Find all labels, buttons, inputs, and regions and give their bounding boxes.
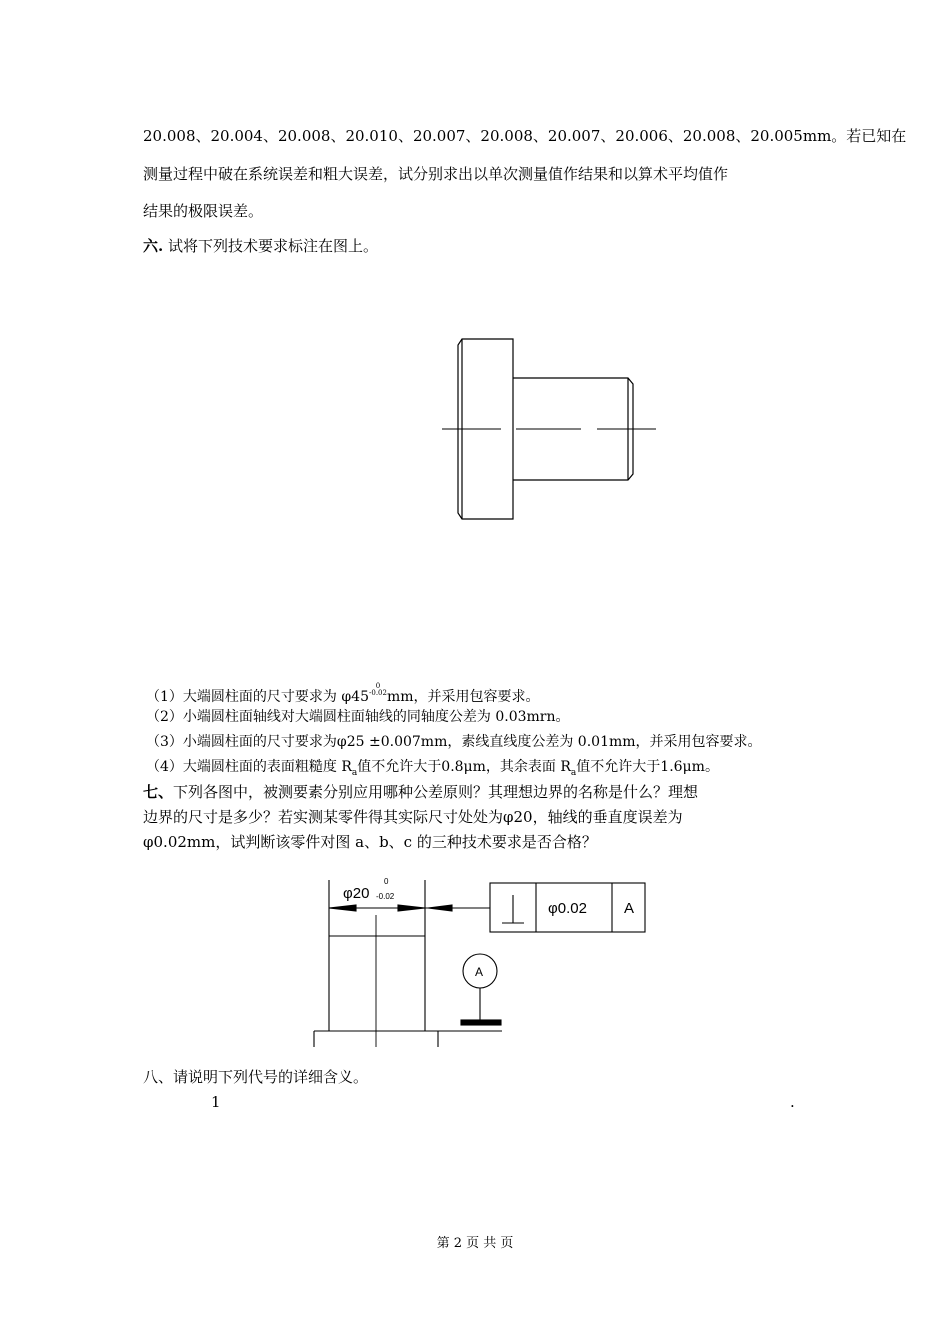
requirement-2: （2）小端圆柱面轴线对大端圆柱面轴线的同轴度公差为 0.03mrn。: [146, 709, 570, 725]
dimension-tol-lower: -0.02: [376, 892, 395, 901]
datum-letter: A: [475, 965, 484, 979]
leader-arrow: [428, 905, 452, 911]
req4-value-1: 0.8μm: [441, 759, 486, 775]
paragraph-line-2: 测量过程中破在系统误差和粗大误差，试分别求出以单次测量值作结果和以算术平均值作: [143, 165, 729, 183]
req4-text-e: 。: [704, 759, 719, 775]
fcf-tolerance-value: φ0.02: [548, 900, 587, 917]
req3-dimension: φ25 ±0.007mm: [336, 734, 448, 750]
dim-arrow-right: [398, 905, 425, 911]
req4-text-a: （4）大端圆柱面的表面粗糙度 R: [146, 759, 352, 775]
datum-base: [461, 1020, 501, 1025]
req4-text-b: 值不允许大于: [357, 759, 442, 775]
section-7-label: 七、: [143, 783, 174, 801]
req1-tol-upper: 0: [375, 682, 381, 690]
section-7-text-3b: ，试判断该零件对图 a、b、c 的三种技术要求是否合格？: [215, 833, 597, 851]
req1-tol-lower: -0.02: [369, 689, 387, 697]
req1-dimension: φ45: [341, 689, 369, 705]
dim-arrow-left: [329, 905, 356, 911]
section-6-title: 试将下列技术要求标注在图上。: [168, 237, 379, 255]
section-7-dim: φ20: [503, 808, 533, 826]
section-8-title: 八、请说明下列代号的详细含义。: [143, 1068, 369, 1086]
dimension-tol-upper: 0: [384, 877, 389, 886]
page-footer: 第 2 页 共 页: [436, 1236, 514, 1251]
dimension-text: φ20: [343, 885, 370, 902]
req3-text-end: ，素线直线度公差为 0.01mm，并采用包容要求。: [447, 734, 762, 750]
req3-text: （3）小端圆柱面的尺寸要求为: [146, 734, 337, 750]
section-7-text-2a: 边界的尺寸是多少？若实测某零件得其实际尺寸处处为: [143, 808, 504, 826]
req4-sub-2: a: [570, 767, 577, 778]
paragraph-line-3: 结果的极限误差。: [143, 202, 264, 220]
section-7-text-2b: ，轴线的垂直度误差为: [532, 808, 683, 826]
req4-text-d: 值不允许大于: [576, 759, 661, 775]
section-8-item-1: 1: [211, 1093, 221, 1111]
req1-text: （1）大端圆柱面的尺寸要求为: [146, 689, 337, 705]
section-7-dim-2: φ0.02mm: [143, 833, 216, 851]
paragraph-line-1: 20.008、20.004、20.008、20.010、20.007、20.008、20.007、20.006、20.008、20.005mm。若已知在: [143, 127, 907, 145]
fcf-datum-letter: A: [624, 900, 635, 917]
req4-value-2: 1.6μm: [660, 759, 705, 775]
req1-text-end: mm，并采用包容要求。: [386, 689, 540, 705]
req4-sub-1: a: [351, 767, 358, 778]
section-8-dot: .: [790, 1093, 795, 1111]
req4-text-c: ，其余表面 R: [485, 759, 571, 775]
section-6-label: 六.: [143, 237, 164, 255]
section-7-text-1: 下列各图中，被测要素分别应用哪种公差原则？其理想边界的名称是什么？理想: [173, 783, 699, 801]
